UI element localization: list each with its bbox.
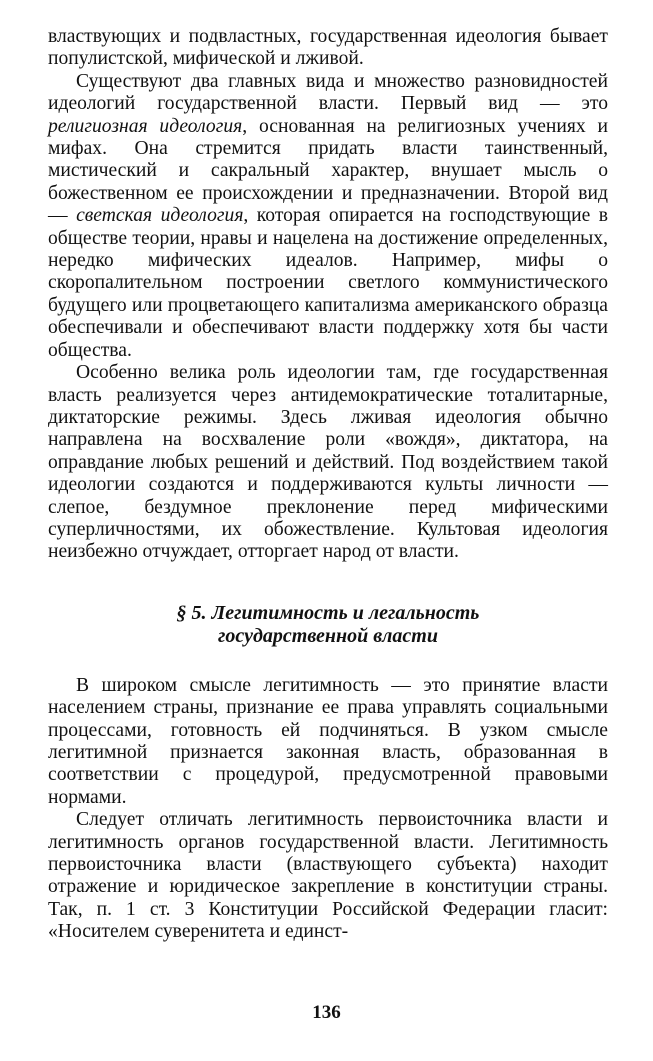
spacer: [48, 564, 608, 602]
paragraph-text: властвующих и подвластных, государственная идеология бывает популистской, мифической и лживой.: [48, 26, 608, 70]
paragraph-text: Следует отличать легитимность первоисточника власти и легитимность органов государственной власти. Легитимность первоисточника власти (властвующего субъекта) находит отражение и юридическое закрепление в конституции страны. Так, п. 1 ст. 3 Конституции Российской Федерации гласит: «Носителем суверенитета и единст-: [48, 809, 608, 943]
section-heading: [48, 602, 608, 648]
section-heading-line-1: § 5. Легитимность и легальность: [176, 601, 480, 624]
spacer: [48, 648, 608, 675]
paragraph-text: Существуют два главных вида и множество разновидностей идеологий государственной власти. Первый вид — это: [48, 70, 608, 115]
paragraph: [48, 71, 608, 362]
body-text-top: [48, 26, 608, 564]
paragraph: [48, 26, 608, 71]
paragraph-text: , основанная на религиозных учениях и мифах. Она стремится придать власти таинственный, мистический и сакральный характер, внушает мысль о божественном ее происхождении и предназначении. Второй вид —: [48, 115, 608, 227]
paragraph-text: Особенно велика роль идеологии там, где государственная власть реализуется через антидемократические тоталитарные, диктаторские режимы. Здесь лживая идеология обычно направлена на восхваление роли «вождя», диктатора, на оправдание любых решений и действий. Под воздействием такой идеологии создаются и поддерживаются культы личности — слепое, бездумное преклонение перед мифическими суперличностями, их обожествление. Культовая идеология неизбежно отчуждает, отторгает народ от власти.: [48, 362, 608, 563]
paragraph-text: В широком смысле легитимность — это принятие власти населением страны, признание ее права управлять социальными процессами, готовность ей подчиняться. В узком смысле легитимной признается законная власть, образованная в соответствии с процедурой, предусмотренной правовыми нормами.: [48, 674, 608, 808]
book-page: [48, 26, 608, 944]
paragraph: [48, 362, 608, 564]
page-number: 136: [312, 1002, 341, 1023]
paragraph-text: , которая опирается на господствующие в обществе теории, нравы и нацелена на достижение определенных, нередко мифических идеалов. Например, мифы о скоропалительном построении светлого коммунистического будущего или процветающего капитализма американского образца обеспечивали и обеспечивают власти поддержку хотя бы части общества.: [48, 205, 608, 361]
body-text-bottom: [48, 675, 608, 944]
emphasized-term: религиозная идеология: [48, 115, 243, 137]
section-heading-line-2: государственной власти: [218, 624, 438, 647]
paragraph: [48, 675, 608, 809]
paragraph: [48, 809, 608, 943]
emphasized-term: светская идеология: [76, 205, 244, 227]
